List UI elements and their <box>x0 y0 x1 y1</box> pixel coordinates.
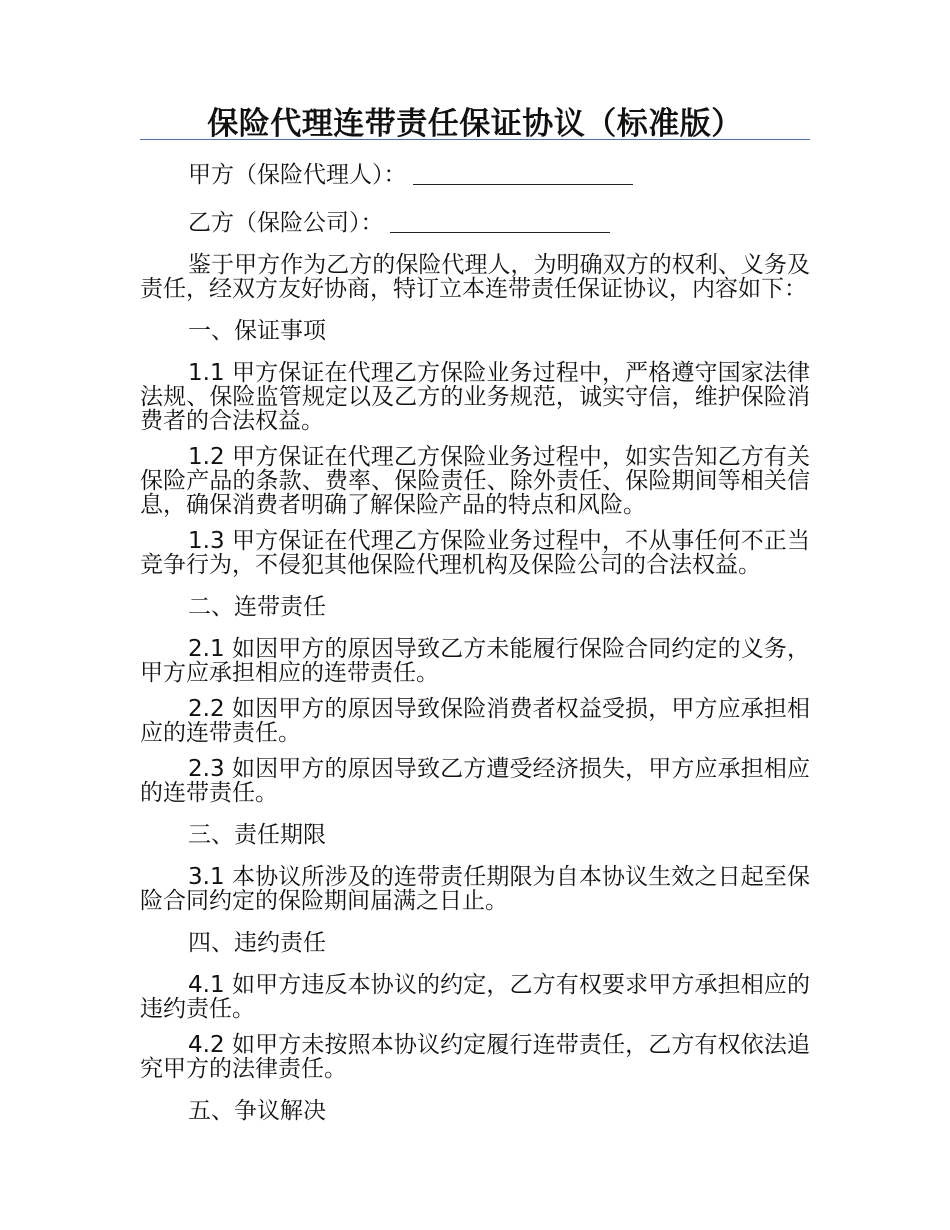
section-heading: 三、责任期限 <box>188 822 326 848</box>
party-b-label: 乙方（保险公司）： <box>188 210 384 236</box>
clause-paragraph: 4.1 如甲方违反本协议的约定，乙方有权要求甲方承担相应的违约责任。 <box>140 972 810 1022</box>
intro-paragraph: 鉴于甲方作为乙方的保险代理人，为明确双方的权利、义务及责任，经双方友好协商，特订立本连带责任保证协议，内容如下： <box>140 252 810 302</box>
section-heading: 二、连带责任 <box>188 594 326 620</box>
clause-paragraph: 2.1 如因甲方的原因导致乙方未能履行保险合同约定的义务，甲方应承担相应的连带责任。 <box>140 636 810 686</box>
document-title: 保险代理连带责任保证协议（标准版） <box>207 106 743 142</box>
party-b-line <box>188 205 810 241</box>
party-b-blank <box>390 205 610 233</box>
clause-paragraph: 1.3 甲方保证在代理乙方保险业务过程中，不从事任何不正当竞争行为，不侵犯其他保险代理机构及保险公司的合法权益。 <box>140 528 810 578</box>
clause-paragraph: 2.2 如因甲方的原因导致保险消费者权益受损，甲方应承担相应的连带责任。 <box>140 696 810 746</box>
clause-paragraph: 2.3 如因甲方的原因导致乙方遭受经济损失，甲方应承担相应的连带责任。 <box>140 756 810 806</box>
party-a-label: 甲方（保险代理人）： <box>188 162 407 188</box>
clause-paragraph: 3.1 本协议所涉及的连带责任期限为自本协议生效之日起至保险合同约定的保险期间届满之日止。 <box>140 864 810 914</box>
clause-paragraph: 1.2 甲方保证在代理乙方保险业务过程中，如实告知乙方有关保险产品的条款、费率、保险责任、除外责任、保险期间等相关信息，确保消费者明确了解保险产品的特点和风险。 <box>140 444 810 518</box>
section-heading: 四、违约责任 <box>188 930 326 956</box>
section-heading: 五、争议解决 <box>188 1098 326 1124</box>
party-a-blank <box>413 157 633 185</box>
clause-paragraph: 4.2 如甲方未按照本协议约定履行连带责任，乙方有权依法追究甲方的法律责任。 <box>140 1032 810 1082</box>
clause-paragraph: 1.1 甲方保证在代理乙方保险业务过程中，严格遵守国家法律法规、保险监管规定以及乙方的业务规范，诚实守信，维护保险消费者的合法权益。 <box>140 360 810 434</box>
section-heading: 一、保证事项 <box>188 318 326 344</box>
document-body <box>140 157 810 1141</box>
title-underline <box>140 139 810 140</box>
party-a-line <box>188 157 810 193</box>
